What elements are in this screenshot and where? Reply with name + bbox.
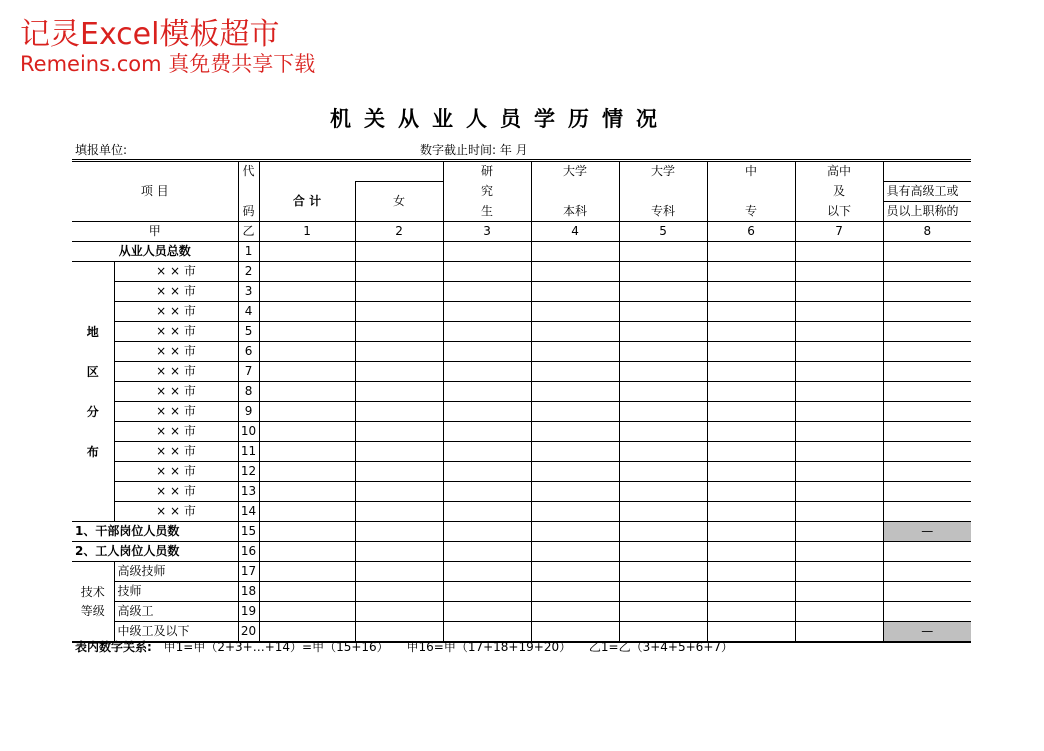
data-cell[interactable]: [259, 562, 355, 582]
table-row: [72, 502, 971, 522]
table-row: [72, 582, 971, 602]
data-cell[interactable]: [795, 262, 883, 282]
header-high-2: 及: [795, 182, 883, 202]
data-cell[interactable]: [795, 542, 883, 562]
data-cell[interactable]: [883, 282, 971, 302]
data-cell[interactable]: [259, 462, 355, 482]
row-code: 17: [238, 562, 259, 582]
data-cell[interactable]: [531, 242, 619, 262]
region-group-char: 区: [86, 364, 99, 379]
table-row: [72, 402, 971, 422]
data-cell[interactable]: [259, 382, 355, 402]
row-code: 19: [238, 602, 259, 622]
data-cell[interactable]: [883, 322, 971, 342]
data-cell[interactable]: [795, 342, 883, 362]
header-college-top: 大学: [619, 161, 707, 182]
data-cell[interactable]: [707, 242, 795, 262]
data-cell[interactable]: [795, 282, 883, 302]
row-label-city: × × 市: [114, 502, 238, 522]
row-code: 2: [238, 262, 259, 282]
data-cell[interactable]: [883, 402, 971, 422]
data-cell[interactable]: [883, 262, 971, 282]
row-label-city: × × 市: [114, 342, 238, 362]
data-cell[interactable]: [355, 502, 443, 522]
table-row: [72, 522, 971, 542]
data-cell[interactable]: [707, 262, 795, 282]
data-cell[interactable]: [795, 582, 883, 602]
data-cell[interactable]: [443, 562, 531, 582]
data-cell[interactable]: [619, 322, 707, 342]
data-cell[interactable]: [795, 462, 883, 482]
data-cell[interactable]: [355, 402, 443, 422]
data-cell[interactable]: [619, 302, 707, 322]
data-cell[interactable]: [259, 502, 355, 522]
data-cell[interactable]: [795, 302, 883, 322]
data-cell[interactable]: [443, 462, 531, 482]
data-cell[interactable]: [707, 422, 795, 442]
data-cell[interactable]: [355, 342, 443, 362]
data-cell[interactable]: [795, 422, 883, 442]
data-cell[interactable]: [883, 382, 971, 402]
data-cell[interactable]: [883, 582, 971, 602]
data-cell[interactable]: [355, 542, 443, 562]
data-cell[interactable]: [707, 322, 795, 342]
data-cell[interactable]: [707, 402, 795, 422]
data-cell[interactable]: [707, 482, 795, 502]
row-label-total: 从业人员总数: [72, 242, 238, 262]
row-code: 3: [238, 282, 259, 302]
data-cell[interactable]: [795, 522, 883, 542]
data-cell[interactable]: [619, 462, 707, 482]
data-cell[interactable]: [443, 282, 531, 302]
data-cell[interactable]: [531, 562, 619, 582]
data-cell[interactable]: [443, 442, 531, 462]
row-label-city: × × 市: [114, 282, 238, 302]
data-cell[interactable]: [355, 442, 443, 462]
data-cell[interactable]: [355, 602, 443, 622]
header-item: 项 目: [72, 161, 238, 222]
header-senior-1: 具有高级工或: [883, 182, 971, 202]
data-cell[interactable]: [531, 262, 619, 282]
data-cell[interactable]: [355, 262, 443, 282]
header-high-1: 高中: [795, 161, 883, 182]
region-group-char: 分: [86, 404, 99, 419]
data-cell[interactable]: [795, 502, 883, 522]
data-cell[interactable]: [619, 582, 707, 602]
row-code: 18: [238, 582, 259, 602]
data-cell[interactable]: [259, 482, 355, 502]
data-cell[interactable]: [795, 362, 883, 382]
data-cell[interactable]: [355, 382, 443, 402]
row-label-level: 高级技师: [114, 562, 238, 582]
table-row: [72, 602, 971, 622]
data-cell[interactable]: [443, 402, 531, 422]
header-univ-top: 大学: [531, 161, 619, 182]
data-cell[interactable]: [259, 342, 355, 362]
data-cell[interactable]: [531, 482, 619, 502]
data-cell[interactable]: [531, 282, 619, 302]
data-cell[interactable]: [355, 562, 443, 582]
colnum-8: 8: [883, 222, 971, 242]
row-code: 6: [238, 342, 259, 362]
data-cell[interactable]: [531, 602, 619, 622]
data-cell[interactable]: [883, 422, 971, 442]
data-cell[interactable]: [355, 242, 443, 262]
row-label-worker: 2、工人岗位人员数: [72, 542, 238, 562]
data-cell[interactable]: [795, 402, 883, 422]
data-cell[interactable]: [259, 302, 355, 322]
data-cell[interactable]: [883, 442, 971, 462]
data-cell[interactable]: [355, 482, 443, 502]
data-cell[interactable]: [531, 582, 619, 602]
row-code: 4: [238, 302, 259, 322]
header-grad-2: 究: [443, 182, 531, 202]
data-cell[interactable]: [795, 322, 883, 342]
colnum-yi: 乙: [238, 222, 259, 242]
header-tech-top: 中: [707, 161, 795, 182]
row-label-city: × × 市: [114, 382, 238, 402]
region-group-char: 布: [86, 444, 99, 459]
watermark: [20, 17, 316, 76]
watermark-line-2: Remeins.com 真免费共享下载: [20, 52, 316, 76]
header-total: 合 计: [259, 182, 355, 222]
row-code: 15: [238, 522, 259, 542]
data-cell[interactable]: [259, 422, 355, 442]
data-cell[interactable]: [707, 522, 795, 542]
data-cell[interactable]: [883, 302, 971, 322]
data-cell[interactable]: [619, 362, 707, 382]
table-row: [72, 322, 971, 342]
footer-label: 表内数字关系:: [75, 640, 152, 654]
footer-formula-1: 甲1=甲（2+3+…+14）=甲（15+16）: [163, 640, 389, 654]
colnum-6: 6: [707, 222, 795, 242]
data-cell[interactable]: [531, 462, 619, 482]
footer-formula-3: 乙1=乙（3+4+5+6+7）: [588, 640, 734, 654]
data-cell[interactable]: [619, 482, 707, 502]
data-cell[interactable]: [355, 322, 443, 342]
row-code: 10: [238, 422, 259, 442]
data-cell[interactable]: [707, 302, 795, 322]
data-cell[interactable]: [619, 442, 707, 462]
data-cell[interactable]: [707, 382, 795, 402]
data-cell[interactable]: [619, 382, 707, 402]
data-cell[interactable]: [443, 362, 531, 382]
table-row: [72, 342, 971, 362]
table-row: [72, 442, 971, 462]
statistics-table: [72, 159, 971, 643]
row-label-city: × × 市: [114, 262, 238, 282]
data-cell[interactable]: [259, 442, 355, 462]
data-cell[interactable]: [355, 522, 443, 542]
header-grad-3: 生: [443, 202, 531, 222]
tech-group-word: 等级: [80, 603, 105, 618]
tech-group-label: [72, 562, 114, 643]
reporting-unit-label: 填报单位:: [75, 143, 128, 157]
data-cell[interactable]: [531, 322, 619, 342]
data-cell[interactable]: [531, 382, 619, 402]
data-cell[interactable]: [619, 422, 707, 442]
table-row: [72, 242, 971, 262]
header-college-bottom: 专科: [619, 202, 707, 222]
data-cell[interactable]: [531, 402, 619, 422]
data-cell[interactable]: [707, 562, 795, 582]
table-row: [72, 482, 971, 502]
data-cell[interactable]: [355, 362, 443, 382]
footer-relations: [75, 638, 747, 655]
data-cell[interactable]: [795, 622, 883, 643]
row-label-city: × × 市: [114, 402, 238, 422]
data-cell[interactable]: [883, 462, 971, 482]
data-cell[interactable]: [259, 262, 355, 282]
data-cell[interactable]: [795, 562, 883, 582]
colnum-2: 2: [355, 222, 443, 242]
data-cell[interactable]: [531, 302, 619, 322]
row-label-level: 高级工: [114, 602, 238, 622]
data-cell[interactable]: [795, 482, 883, 502]
header-tech-bottom: 专: [707, 202, 795, 222]
row-label-level: 中级工及以下: [114, 622, 238, 643]
table-row: [72, 382, 971, 402]
data-cell[interactable]: [795, 382, 883, 402]
data-cell[interactable]: [795, 442, 883, 462]
footer-formula-2: 甲16=甲（17+18+19+20）: [406, 640, 572, 654]
data-cell[interactable]: [443, 382, 531, 402]
row-code: 5: [238, 322, 259, 342]
data-cell-dash: —: [883, 622, 971, 643]
data-cell[interactable]: [531, 342, 619, 362]
data-cell[interactable]: [707, 582, 795, 602]
data-cell[interactable]: [259, 522, 355, 542]
table-row: [72, 422, 971, 442]
row-label-cadre: 1、干部岗位人员数: [72, 522, 238, 542]
data-cell[interactable]: [443, 602, 531, 622]
data-cell[interactable]: [443, 582, 531, 602]
data-cell[interactable]: [355, 582, 443, 602]
data-cell[interactable]: [443, 242, 531, 262]
data-cell[interactable]: [355, 422, 443, 442]
row-code: 13: [238, 482, 259, 502]
colnum-3: 3: [443, 222, 531, 242]
data-cell[interactable]: [883, 602, 971, 622]
data-cell[interactable]: [707, 442, 795, 462]
colnum-7: 7: [795, 222, 883, 242]
data-cell[interactable]: [259, 582, 355, 602]
data-cell[interactable]: [707, 602, 795, 622]
data-cell[interactable]: [619, 602, 707, 622]
data-cell[interactable]: [259, 542, 355, 562]
colnum-4: 4: [531, 222, 619, 242]
header-high-3: 以下: [795, 202, 883, 222]
table-row: [72, 562, 971, 582]
table-row: [72, 542, 971, 562]
data-cell[interactable]: [619, 342, 707, 362]
data-cell[interactable]: [443, 482, 531, 502]
data-cell[interactable]: [259, 322, 355, 342]
row-code: 8: [238, 382, 259, 402]
data-cell[interactable]: [443, 322, 531, 342]
header-code-top: 代: [238, 161, 259, 182]
row-code: 14: [238, 502, 259, 522]
row-code: 11: [238, 442, 259, 462]
data-cell[interactable]: [259, 242, 355, 262]
cutoff-date-label: 数字截止时间: 年 月: [420, 143, 528, 157]
data-cell[interactable]: [883, 342, 971, 362]
data-cell[interactable]: [443, 422, 531, 442]
data-cell[interactable]: [443, 262, 531, 282]
data-cell[interactable]: [707, 462, 795, 482]
table-row: [72, 282, 971, 302]
table-row: [72, 462, 971, 482]
data-cell[interactable]: [619, 262, 707, 282]
header-code-bottom: 码: [238, 202, 259, 222]
data-cell[interactable]: [707, 502, 795, 522]
row-label-city: × × 市: [114, 422, 238, 442]
data-cell[interactable]: [883, 562, 971, 582]
data-cell[interactable]: [883, 542, 971, 562]
data-cell[interactable]: [531, 522, 619, 542]
data-cell[interactable]: [619, 562, 707, 582]
data-cell[interactable]: [707, 342, 795, 362]
row-label-city: × × 市: [114, 362, 238, 382]
data-cell[interactable]: [619, 282, 707, 302]
region-group-char: 地: [86, 324, 99, 339]
colnum-5: 5: [619, 222, 707, 242]
data-cell[interactable]: [619, 542, 707, 562]
watermark-line-1: 记灵Excel模板超市: [20, 17, 280, 52]
data-cell[interactable]: [531, 542, 619, 562]
data-cell[interactable]: [355, 302, 443, 322]
header-female: 女: [355, 182, 443, 222]
row-code: 16: [238, 542, 259, 562]
row-label-level: 技师: [114, 582, 238, 602]
data-cell[interactable]: [443, 342, 531, 362]
data-cell[interactable]: [619, 522, 707, 542]
data-cell[interactable]: [531, 442, 619, 462]
row-code: 1: [238, 242, 259, 262]
row-label-city: × × 市: [114, 462, 238, 482]
row-label-city: × × 市: [114, 302, 238, 322]
data-cell-dash: —: [883, 522, 971, 542]
data-cell[interactable]: [259, 282, 355, 302]
tech-group-word: 技术: [80, 584, 105, 599]
header-univ-bottom: 本科: [531, 202, 619, 222]
row-code: 20: [238, 622, 259, 643]
data-cell[interactable]: [707, 542, 795, 562]
row-code: 12: [238, 462, 259, 482]
row-code: 7: [238, 362, 259, 382]
table-row: [72, 262, 971, 282]
header-grad-1: 研: [443, 161, 531, 182]
colnum-jia: 甲: [72, 222, 238, 242]
data-cell[interactable]: [883, 362, 971, 382]
row-label-city: × × 市: [114, 442, 238, 462]
row-label-city: × × 市: [114, 322, 238, 342]
data-cell[interactable]: [795, 242, 883, 262]
data-cell[interactable]: [443, 542, 531, 562]
data-cell[interactable]: [355, 282, 443, 302]
data-cell[interactable]: [531, 422, 619, 442]
data-cell[interactable]: [531, 362, 619, 382]
row-label-city: × × 市: [114, 482, 238, 502]
data-cell[interactable]: [619, 502, 707, 522]
data-cell[interactable]: [443, 522, 531, 542]
data-cell[interactable]: [619, 402, 707, 422]
data-cell[interactable]: [259, 402, 355, 422]
data-cell[interactable]: [259, 602, 355, 622]
data-cell[interactable]: [443, 502, 531, 522]
data-cell[interactable]: [883, 242, 971, 262]
data-cell[interactable]: [883, 482, 971, 502]
data-cell[interactable]: [259, 362, 355, 382]
data-cell[interactable]: [883, 502, 971, 522]
header-senior-2: 员以上职称的: [883, 202, 971, 222]
data-cell[interactable]: [619, 242, 707, 262]
data-cell[interactable]: [531, 502, 619, 522]
page-title: 机关从业人员学历情况: [330, 107, 670, 131]
data-cell[interactable]: [355, 462, 443, 482]
row-code: 9: [238, 402, 259, 422]
column-number-row: [72, 222, 971, 242]
data-cell[interactable]: [443, 302, 531, 322]
data-cell[interactable]: [795, 602, 883, 622]
colnum-1: 1: [259, 222, 355, 242]
data-cell[interactable]: [707, 362, 795, 382]
table-row: [72, 302, 971, 322]
table-row: [72, 362, 971, 382]
data-cell[interactable]: [707, 282, 795, 302]
region-group-label: [72, 262, 114, 522]
